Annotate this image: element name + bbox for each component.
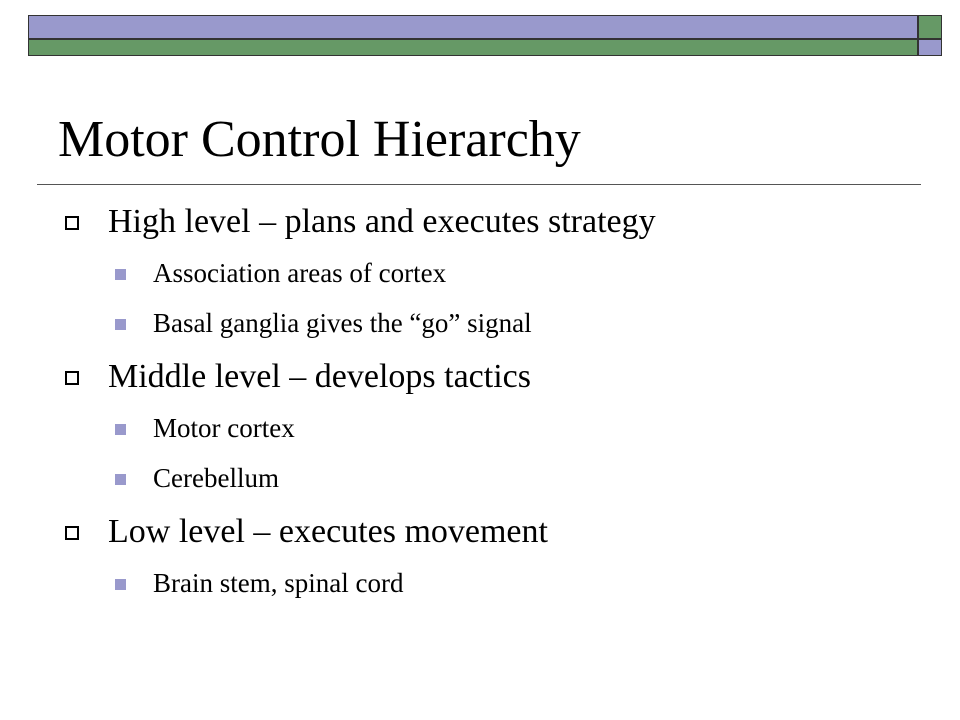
slide-title: Motor Control Hierarchy xyxy=(58,111,581,168)
sub-item-text: Association areas of cortex xyxy=(153,258,447,288)
sub-item-text: Brain stem, spinal cord xyxy=(153,568,404,598)
hollow-square-bullet-icon xyxy=(65,371,79,385)
sub-item-text: Cerebellum xyxy=(153,463,279,493)
filled-square-bullet-icon xyxy=(115,579,126,590)
filled-square-bullet-icon xyxy=(115,474,126,485)
list-item-text: Middle level – develops tactics xyxy=(108,358,531,395)
hollow-square-bullet-icon xyxy=(65,526,79,540)
sub-item-text: Motor cortex xyxy=(153,413,295,443)
filled-square-bullet-icon xyxy=(115,424,126,435)
filled-square-bullet-icon xyxy=(115,319,126,330)
filled-square-bullet-icon xyxy=(115,269,126,280)
hollow-square-bullet-icon xyxy=(65,216,79,230)
list-item-text: High level – plans and executes strategy xyxy=(108,203,656,240)
sub-item-text: Basal ganglia gives the “go” signal xyxy=(153,308,532,338)
list-item-text: Low level – executes movement xyxy=(108,513,548,550)
